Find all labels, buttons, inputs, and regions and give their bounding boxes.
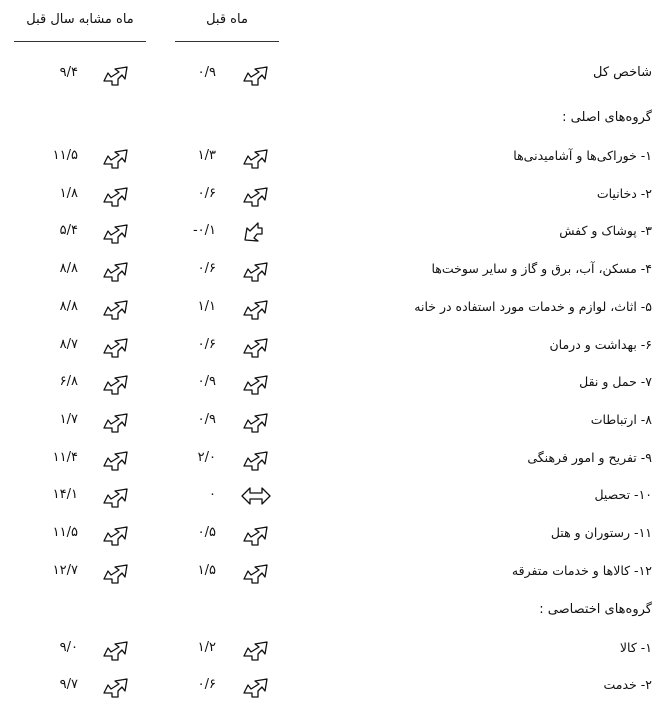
arrow-up-icon [100,559,132,585]
arrow-up-icon [240,636,272,662]
column-header-prev-month: ماه قبل [206,12,248,27]
yoy-value: ۶/۸ [59,374,78,390]
arrow-up-icon [240,61,272,87]
header-underline-prev-month [175,41,279,42]
group-row [0,673,666,699]
group-label: ۱- خوراکی‌ها و آشامیدنی‌ها [513,148,652,163]
yoy-value: ۱۱/۵ [52,148,78,163]
arrow-up-icon [100,636,132,662]
yoy-value: ۸/۸ [59,298,78,314]
arrow-up-icon [100,370,132,396]
arrow-up-icon [240,559,272,585]
yoy-value: ۱۲/۷ [52,562,78,578]
yoy-value: ۸/۸ [59,261,78,277]
yoy-value: ۸/۷ [59,336,78,352]
arrow-up-icon [100,295,132,321]
prev-month-value: ۰/۶ [197,261,216,277]
arrow-up-icon [100,61,132,87]
group-row [0,333,666,359]
arrow-up-icon [100,333,132,359]
prev-month-value: ۱/۵ [197,562,216,578]
arrow-up-icon [240,333,272,359]
group-row [0,521,666,547]
arrow-up-icon [100,144,132,170]
yoy-value: ۱/۷ [59,411,78,427]
prev-month-value: ۱/۱ [197,298,216,314]
group-label: ۱۲- کالاها و خدمات متفرقه [511,562,652,578]
group-row [0,219,666,245]
yoy-value: ۱۴/۱ [52,487,78,503]
arrow-left-right-icon [240,483,272,509]
arrow-up-icon [240,257,272,283]
overall-yoy-value: ۹/۴ [59,65,78,80]
group-label: ۵- اثاث، لوازم و خدمات مورد استفاده در خانه [414,298,652,314]
arrow-up-icon [240,446,272,472]
arrow-up-icon [240,182,272,208]
prev-month-value: ۰/۶ [197,677,216,692]
prev-month-value: ۰/۹ [197,411,216,427]
group-label: ۷- حمل و نقل [579,374,652,390]
yoy-value: ۹/۰ [59,640,78,655]
arrow-up-icon [100,521,132,547]
group-row [0,483,666,509]
main-groups-title: گروه‌های اصلی : [562,110,652,125]
arrow-up-icon [100,257,132,283]
group-row [0,408,666,434]
group-label: ۱- کالا [619,640,652,655]
prev-month-value: ۱/۳ [197,148,216,163]
prev-month-value: ۰/۶ [197,336,216,352]
prev-month-value: ۱/۲ [197,640,216,655]
group-label: ۲- دخانیات [596,185,652,201]
group-label: ۶- بهداشت و درمان [549,336,652,352]
group-label: ۸- ارتباطات [590,411,652,427]
yoy-value: ۱/۸ [59,185,78,201]
arrow-up-icon [240,144,272,170]
arrow-up-icon [100,673,132,699]
group-row [0,636,666,662]
group-row [0,257,666,283]
group-label: ۱۰- تحصیل [594,487,652,503]
group-row [0,559,666,585]
arrow-up-icon [240,521,272,547]
special-groups-title: گروه‌های اختصاصی : [539,602,652,617]
prev-month-value: -۰/۱ [192,223,216,239]
group-row [0,446,666,472]
arrow-up-icon [100,182,132,208]
group-label: ۴- مسکن، آب، برق و گاز و سایر سوخت‌ها [431,261,652,277]
group-label: ۹- تفریح و امور فرهنگی [527,449,652,465]
group-label: ۱۱- رستوران و هتل [550,525,652,540]
arrow-up-icon [240,370,272,396]
arrow-up-icon [240,295,272,321]
group-label: ۲- خدمت [603,677,652,692]
arrow-up-icon [100,219,132,245]
group-row [0,182,666,208]
yoy-value: ۱۱/۴ [52,449,78,465]
group-row [0,370,666,396]
yoy-value: ۹/۷ [59,677,78,692]
arrow-down-icon [240,219,272,245]
prev-month-value: ۰ [209,487,216,503]
arrow-up-icon [240,408,272,434]
arrow-up-icon [100,408,132,434]
overall-row [0,61,666,87]
arrow-up-icon [240,673,272,699]
yoy-value: ۵/۴ [59,223,78,239]
overall-label: شاخص کل [593,65,652,80]
prev-month-value: ۰/۹ [197,374,216,390]
arrow-up-icon [100,483,132,509]
arrow-up-icon [100,446,132,472]
prev-month-value: ۲/۰ [197,449,216,465]
column-header-same-month-last-year: ماه مشابه سال قبل [26,12,134,27]
group-row [0,144,666,170]
prev-month-value: ۰/۶ [197,185,216,201]
yoy-value: ۱۱/۵ [52,525,78,540]
group-row [0,295,666,321]
prev-month-value: ۰/۵ [197,525,216,540]
group-label: ۳- پوشاک و کفش [559,223,652,239]
overall-prev-month-value: ۰/۹ [197,65,216,80]
header-underline-same-month-last-year [14,41,146,42]
